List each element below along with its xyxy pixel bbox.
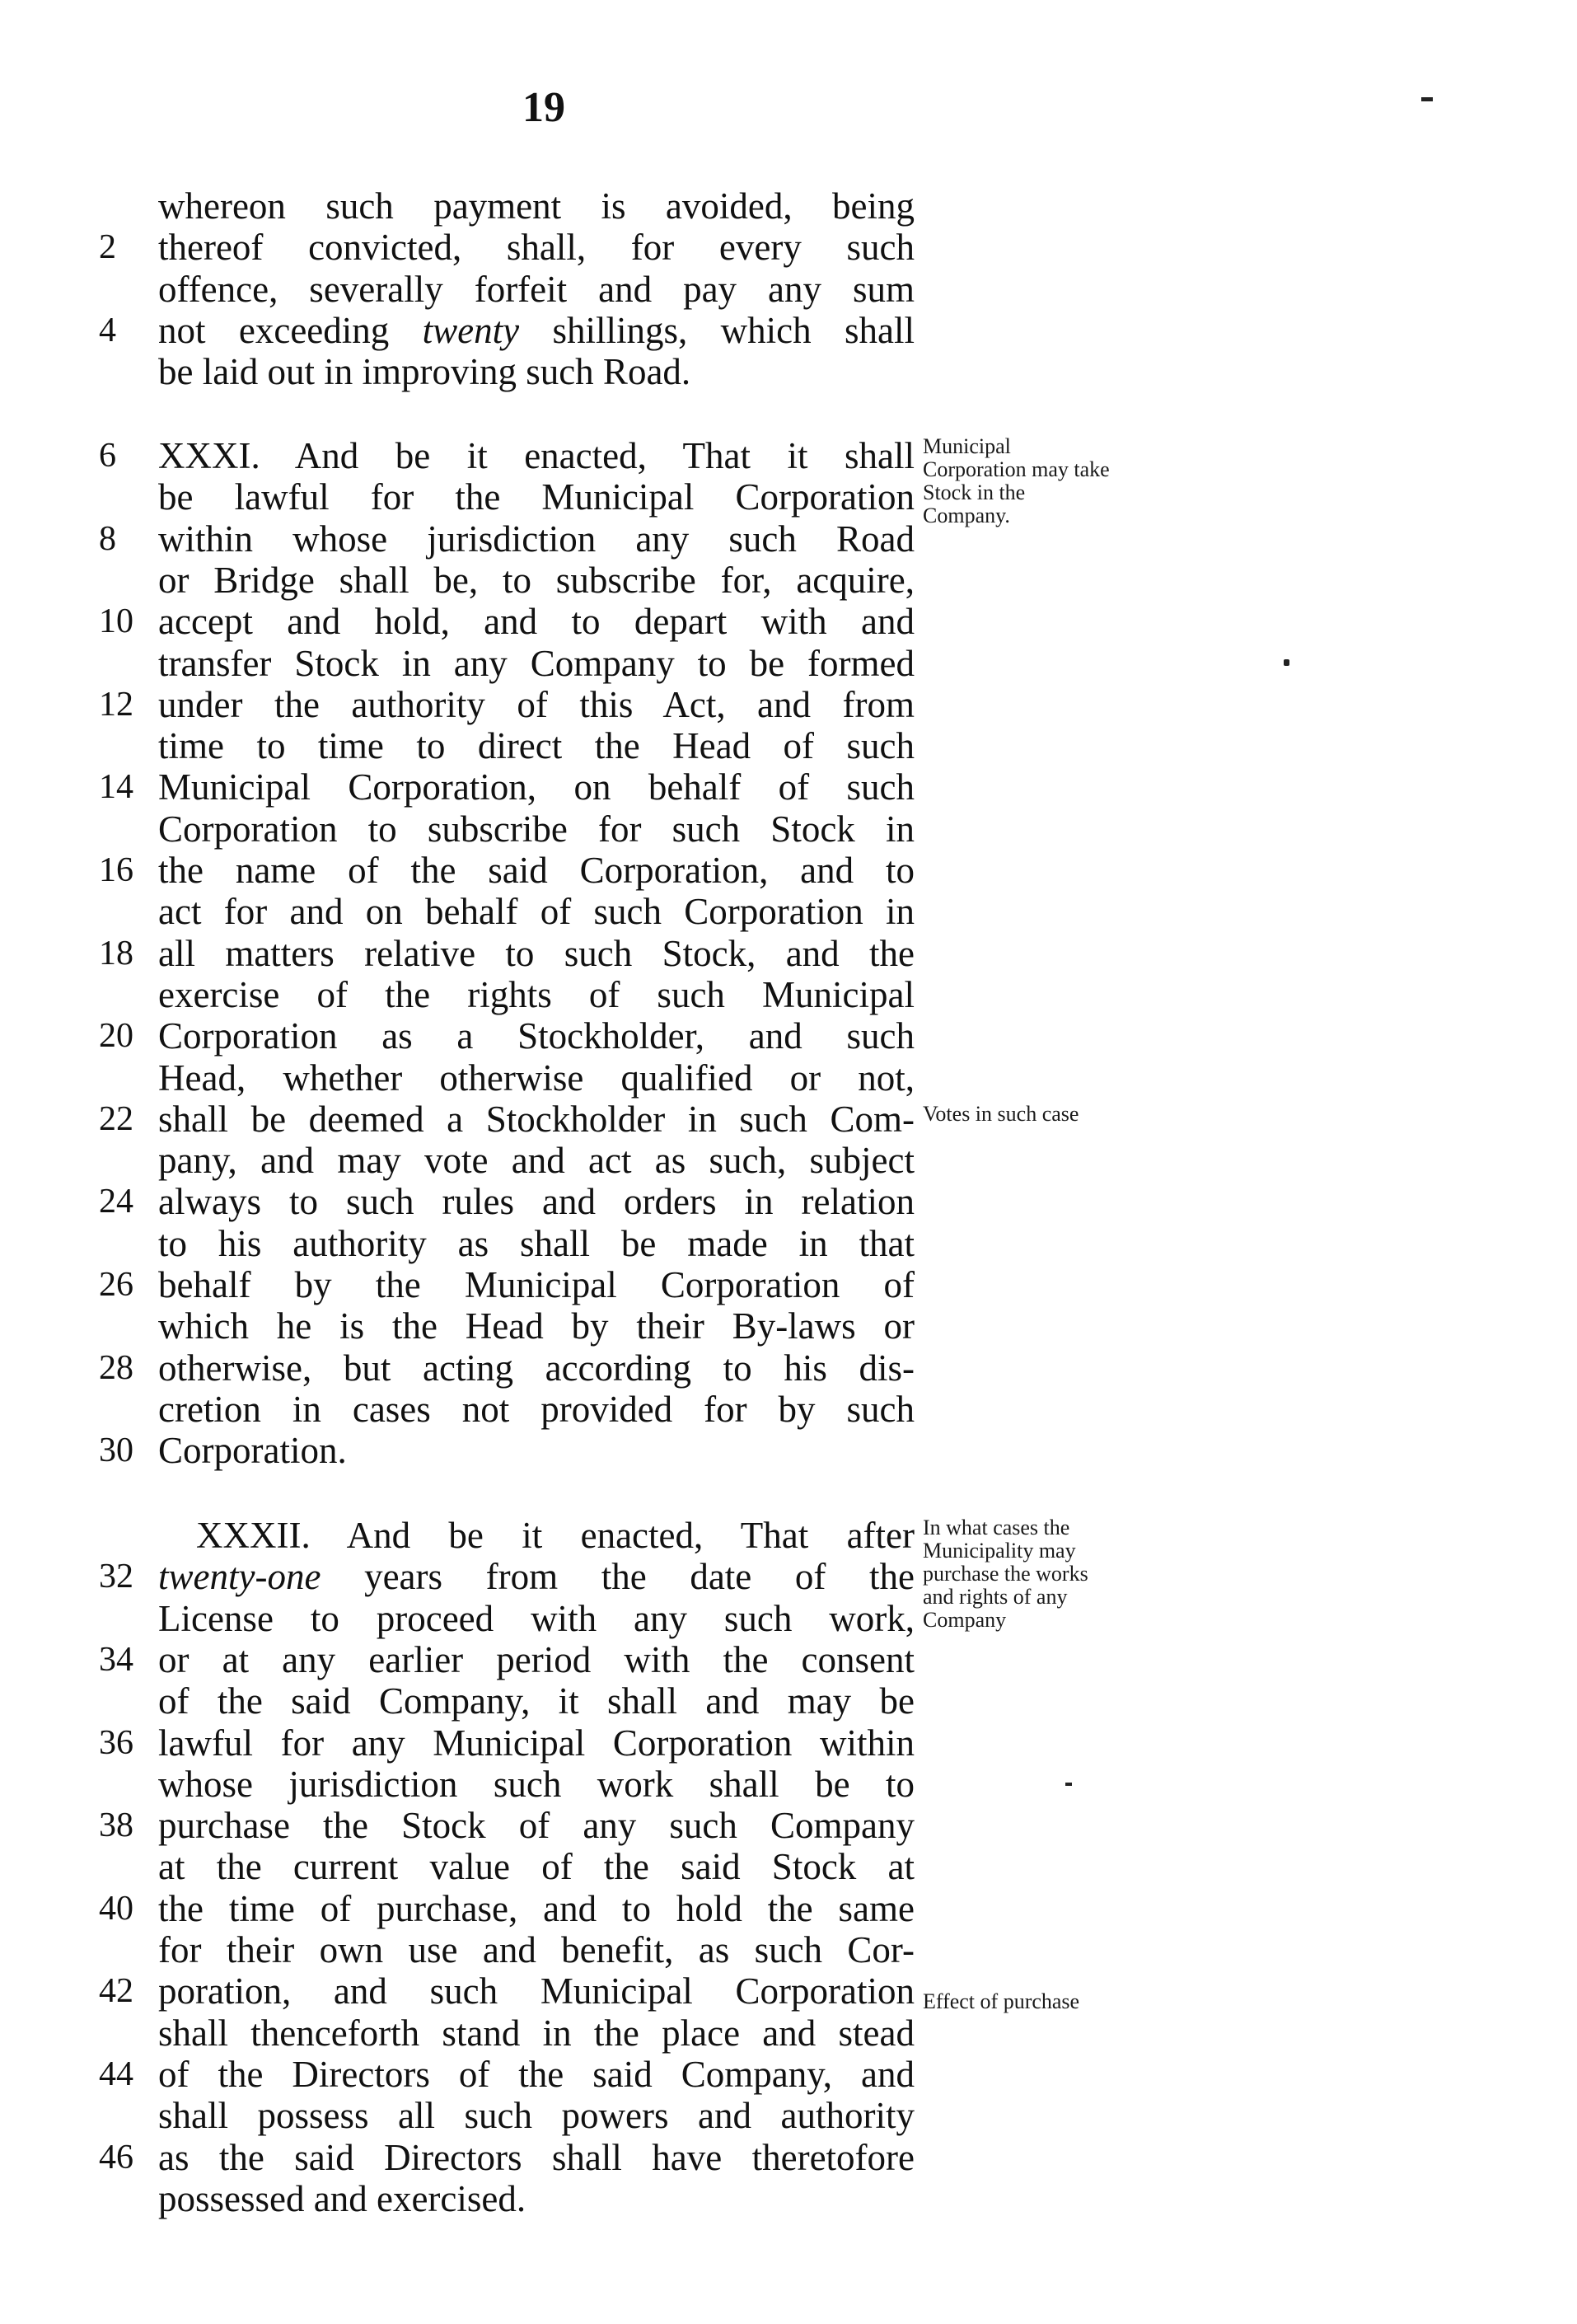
line-text: at the current value of the said Stock at — [158, 1846, 915, 1888]
line-text: always to such rules and orders in relation — [158, 1181, 915, 1223]
text-line — [0, 1680, 923, 1722]
line-number: 14 — [99, 768, 133, 807]
line-text: lawful for any Municipal Corporation within — [158, 1722, 915, 1764]
line-text: poration, and such Municipal Corporation — [158, 1970, 915, 2012]
line-text: or Bridge shall be, to subscribe for, acquire, — [158, 559, 915, 601]
line-text: to his authority as shall be made in that — [158, 1222, 915, 1264]
line-text: under the authority of this Act, and from — [158, 683, 915, 725]
line-text: XXXI. And be it enacted, That it shall — [158, 435, 915, 476]
text-line — [0, 1764, 923, 1805]
text-line — [0, 1970, 923, 2012]
line-text: otherwise, but acting according to his dis- — [158, 1347, 915, 1389]
line-text: Corporation to subscribe for such Stock in — [158, 808, 915, 850]
text-line — [0, 227, 923, 268]
line-text: purchase the Stock of any such Company — [158, 1805, 915, 1847]
line-text: Corporation. — [158, 1430, 347, 1472]
text-line — [0, 518, 923, 560]
margin-note: Municipal Corporation may take Stock in the Company. — [923, 434, 1110, 527]
line-number: 38 — [99, 1806, 133, 1845]
line-text: of the Directors of the said Company, and — [158, 2053, 915, 2095]
text-line — [0, 2012, 923, 2054]
line-text: Corporation as a Stockholder, and such — [158, 1015, 915, 1057]
line-number: 22 — [99, 1099, 133, 1138]
text-line — [0, 1264, 923, 1305]
text-line — [0, 1722, 923, 1764]
text-line — [0, 1598, 923, 1639]
text-line — [0, 1099, 923, 1140]
line-number: 24 — [99, 1183, 133, 1221]
line-text: exercise of the rights of such Municipal — [158, 973, 915, 1015]
line-number: 46 — [99, 2138, 133, 2176]
line-text: act for and on behalf of such Corporation in — [158, 891, 915, 933]
text-line — [0, 1430, 923, 1471]
text-line — [0, 725, 923, 766]
text-line — [0, 1639, 923, 1680]
line-number: 10 — [99, 602, 133, 641]
print-speck — [1065, 1783, 1072, 1786]
line-text: behalf by the Municipal Corporation of — [158, 1264, 915, 1305]
line-number: 32 — [99, 1558, 133, 1596]
line-number: 34 — [99, 1640, 133, 1679]
line-text: Municipal Corporation, on behalf of such — [158, 766, 915, 808]
line-text: all matters relative to such Stock, and the — [158, 932, 915, 974]
text-line — [0, 1515, 923, 1556]
line-text: time to time to direct the Head of such — [158, 725, 915, 767]
text-line — [0, 1929, 923, 1970]
line-number: 28 — [99, 1348, 133, 1387]
line-text: possessed and exercised. — [158, 2177, 526, 2219]
line-number: 36 — [99, 1723, 133, 1762]
line-number: 16 — [99, 851, 133, 889]
line-text: be laid out in improving such Road. — [158, 351, 691, 393]
text-line — [0, 974, 923, 1015]
line-number: 40 — [99, 1889, 133, 1928]
line-text: shall possess all such powers and authority — [158, 2095, 915, 2137]
text-line — [0, 1888, 923, 1929]
text-line — [0, 2137, 923, 2178]
text-line — [0, 1305, 923, 1347]
line-text: cretion in cases not provided for by such — [158, 1388, 915, 1430]
text-line — [0, 1389, 923, 1430]
text-line — [0, 435, 923, 476]
text-line — [0, 808, 923, 850]
line-text: pany, and may vote and act as such, subject — [158, 1140, 915, 1182]
line-text: for their own use and benefit, as such Cor- — [158, 1929, 915, 1970]
text-line — [0, 351, 923, 392]
text-line — [0, 1223, 923, 1264]
text-line — [0, 560, 923, 601]
text-line — [0, 269, 923, 310]
line-number: 8 — [99, 519, 116, 558]
line-number: 42 — [99, 1972, 133, 2011]
line-text: within whose jurisdiction any such Road — [158, 518, 915, 560]
line-text: transfer Stock in any Company to be formed — [158, 642, 915, 684]
line-text: shall be deemed a Stockholder in such Com- — [158, 1098, 915, 1140]
line-text: the name of the said Corporation, and to — [158, 850, 915, 891]
line-number: 26 — [99, 1266, 133, 1304]
text-line — [0, 601, 923, 642]
line-number: 44 — [99, 2055, 133, 2093]
text-line — [0, 1057, 923, 1099]
text-line — [0, 766, 923, 808]
line-text: not exceeding twenty shillings, which shall — [158, 309, 915, 351]
line-text: thereof convicted, shall, for every such — [158, 227, 915, 269]
page-number: 19 — [522, 84, 565, 131]
line-text: accept and hold, and to depart with and — [158, 601, 915, 643]
text-line — [0, 1846, 923, 1887]
text-line — [0, 1181, 923, 1222]
line-text: as the said Directors shall have theretofore — [158, 2136, 915, 2178]
text-line — [0, 2054, 923, 2095]
print-mark — [1421, 97, 1433, 101]
line-text: or at any earlier period with the consent — [158, 1638, 915, 1680]
margin-note: In what cases the Municipality may purchase the works and rights of any Company — [923, 1516, 1088, 1632]
line-text: of the said Company, it shall and may be — [158, 1680, 915, 1722]
line-number: 6 — [99, 437, 116, 475]
text-line — [0, 643, 923, 684]
print-speck — [1284, 659, 1289, 666]
text-line — [0, 1347, 923, 1389]
line-text: whereon such payment is avoided, being — [158, 185, 915, 227]
line-number: 4 — [99, 311, 116, 349]
text-line — [0, 1015, 923, 1057]
line-text: XXXII. And be it enacted, That after — [196, 1515, 915, 1556]
text-line — [0, 684, 923, 725]
margin-note: Votes in such case — [923, 1102, 1079, 1126]
line-text: twenty-one years from the date of the — [158, 1556, 915, 1598]
text-line — [0, 2178, 923, 2219]
line-number: 2 — [99, 228, 116, 267]
text-line — [0, 850, 923, 891]
text-line — [0, 1140, 923, 1181]
text-line — [0, 185, 923, 227]
margin-note: Effect of purchase — [923, 1989, 1080, 2013]
line-text: Head, whether otherwise qualified or not, — [158, 1057, 915, 1099]
text-line — [0, 933, 923, 974]
line-text: whose jurisdiction such work shall be to — [158, 1763, 915, 1805]
line-text: offence, severally forfeit and pay any sum — [158, 268, 915, 310]
text-line — [0, 2095, 923, 2136]
text-line — [0, 891, 923, 932]
line-text: the time of purchase, and to hold the same — [158, 1887, 915, 1929]
text-line — [0, 476, 923, 518]
text-line — [0, 1805, 923, 1846]
line-number: 12 — [99, 685, 133, 724]
line-text: License to proceed with any such work, — [158, 1597, 915, 1639]
line-number: 30 — [99, 1431, 133, 1470]
line-text: be lawful for the Municipal Corporation — [158, 476, 915, 518]
text-line — [0, 310, 923, 351]
line-number: 18 — [99, 934, 133, 972]
line-text: which he is the Head by their By-laws or — [158, 1305, 915, 1347]
line-number: 20 — [99, 1017, 133, 1056]
text-line — [0, 1556, 923, 1597]
line-text: shall thenceforth stand in the place and stead — [158, 2012, 915, 2054]
